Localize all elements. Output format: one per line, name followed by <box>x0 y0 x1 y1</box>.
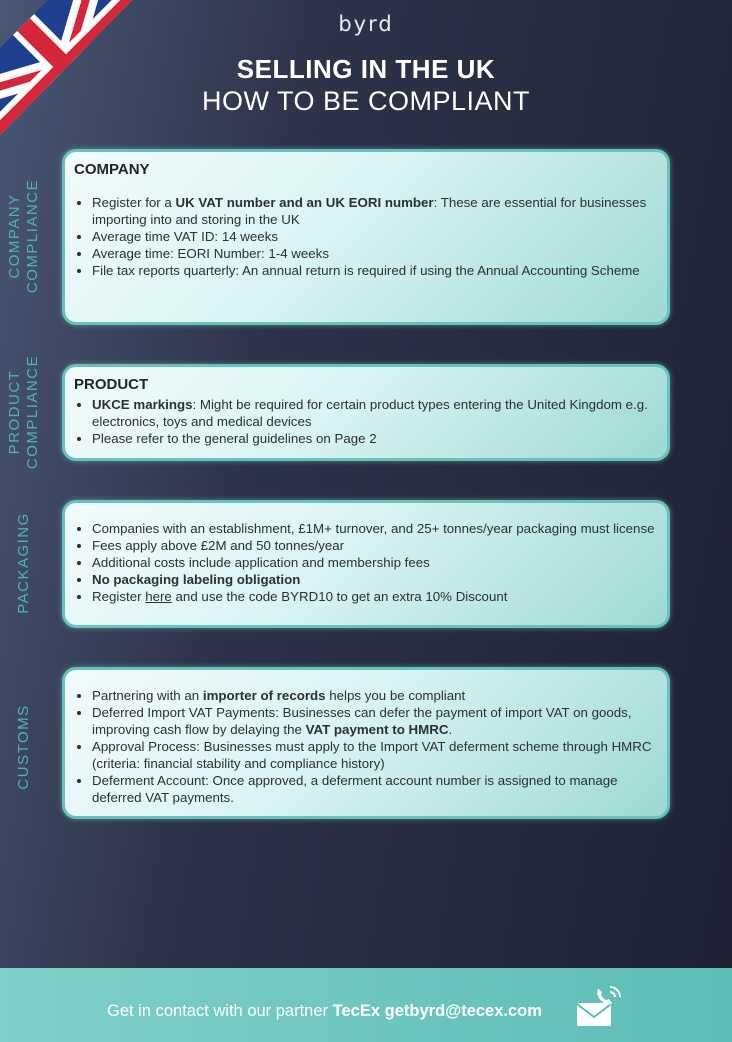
brand-logo: byrd <box>338 12 394 36</box>
side-label-company-line2: COMPLIANCE <box>24 178 41 294</box>
customs-list <box>74 687 657 806</box>
side-label-company-line1: COMPANY <box>6 193 23 279</box>
contact-email[interactable]: getbyrd@tecex.com <box>384 1002 542 1020</box>
side-label-customs: CUSTOMS <box>15 704 32 790</box>
list-item: • Register for a UK VAT number and an UK EORI number: These are essential for businesses importing into and storing in the UK <box>92 194 657 228</box>
footer-contact-text: Get in contact with our partner TecEx getbyrd@tecex.com <box>107 1002 542 1020</box>
side-label-company <box>6 179 42 293</box>
list-item: • Average time VAT ID: 14 weeks <box>92 228 657 245</box>
page-subtitle: HOW TO BE COMPLIANT <box>201 86 531 116</box>
packaging-list <box>74 520 657 605</box>
product-list <box>74 396 657 447</box>
list-item: • UKCE markings: Might be required for certain product types entering the United Kingdom e.g. electronics, toys and medical devices <box>92 396 657 430</box>
list-item: • Please refer to the general guidelines on Page 2 <box>92 430 657 447</box>
list-item: • Average time: EORI Number: 1-4 weeks <box>92 245 657 262</box>
product-heading: PRODUCT <box>74 376 149 393</box>
list-item: • No packaging labeling obligation <box>92 571 657 588</box>
list-item: • Approval Process: Businesses must apply to the Import VAT deferment scheme through HMRC (criteria: financial stability and compliance history) <box>92 738 657 772</box>
company-heading: COMPANY <box>74 161 150 178</box>
side-label-packaging: PACKAGING <box>15 512 32 614</box>
customs-card <box>62 667 670 819</box>
company-card <box>62 149 670 325</box>
partner-name: TecEx <box>332 1002 381 1020</box>
footer-bar <box>0 968 732 1042</box>
side-label-product-line1: PRODUCT <box>6 369 23 455</box>
list-item: • Deferment Account: Once approved, a deferment account number is assigned to manage deferred VAT payments. <box>92 772 657 806</box>
product-card <box>62 364 670 461</box>
list-item: • Additional costs include application and membership fees <box>92 554 657 571</box>
side-label-product <box>6 355 42 469</box>
packaging-card <box>62 500 670 628</box>
list-item: • Register here and use the code BYRD10 to get an extra 10% Discount <box>92 588 657 605</box>
list-item: • File tax reports quarterly: An annual return is required if using the Annual Accounting Scheme <box>92 262 657 279</box>
page-title: SELLING IN THE UK <box>236 54 496 84</box>
list-item: • Deferred Import VAT Payments: Businesses can defer the payment of import VAT on goods, improving cash flow by delaying the VAT payment to HMRC. <box>92 704 657 738</box>
list-item: • Partnering with an importer of records helps you be compliant <box>92 687 657 704</box>
side-label-product-line2: COMPLIANCE <box>24 354 41 470</box>
list-item: • Fees apply above £2M and 50 tonnes/year <box>92 537 657 554</box>
list-item: • Companies with an establishment, £1M+ turnover, and 25+ tonnes/year packaging must license <box>92 520 657 537</box>
phone-envelope-icon <box>574 983 626 1029</box>
register-link[interactable]: here <box>145 589 172 604</box>
company-list <box>74 194 657 279</box>
